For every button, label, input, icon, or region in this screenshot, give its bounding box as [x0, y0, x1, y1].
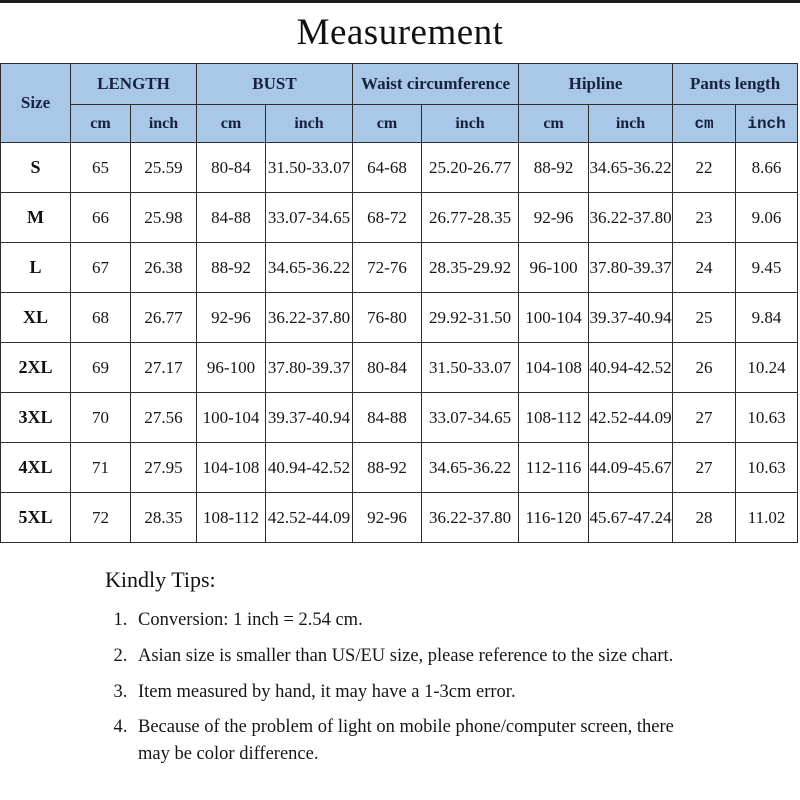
measure-cell: 64-68 [353, 143, 422, 193]
measure-cell: 65 [71, 143, 131, 193]
measure-cell: 72 [71, 493, 131, 543]
unit-hipline-cm: cm [519, 105, 589, 143]
header-unit-row [1, 105, 798, 143]
unit-bust-inch: inch [266, 105, 353, 143]
measure-cell: 27.17 [131, 343, 197, 393]
unit-length-inch: inch [131, 105, 197, 143]
measure-cell: 25 [673, 293, 736, 343]
unit-hipline-inch: inch [589, 105, 673, 143]
header-hipline: Hipline [519, 64, 673, 105]
measure-cell: 39.37-40.94 [589, 293, 673, 343]
size-cell: S [1, 143, 71, 193]
measure-cell: 34.65-36.22 [422, 443, 519, 493]
measure-cell: 92-96 [519, 193, 589, 243]
size-cell: 3XL [1, 393, 71, 443]
size-table-body [1, 143, 798, 543]
measure-cell: 66 [71, 193, 131, 243]
tip-item: 2. Asian size is smaller than US/EU size, please reference to the size chart. [132, 643, 707, 670]
measure-cell: 68 [71, 293, 131, 343]
measure-cell: 104-108 [197, 443, 266, 493]
measure-cell: 29.92-31.50 [422, 293, 519, 343]
page-title: Measurement [296, 12, 504, 53]
header-size: Size [1, 64, 71, 143]
header-waist: Waist circumference [353, 64, 519, 105]
measure-cell: 96-100 [197, 343, 266, 393]
measure-cell: 72-76 [353, 243, 422, 293]
measure-cell: 23 [673, 193, 736, 243]
measure-cell: 31.50-33.07 [422, 343, 519, 393]
measure-cell: 80-84 [197, 143, 266, 193]
measure-cell: 67 [71, 243, 131, 293]
measure-cell: 24 [673, 243, 736, 293]
unit-bust-cm: cm [197, 105, 266, 143]
tip-item: 4. Because of the problem of light on mobile phone/computer screen, there may be color difference. [132, 714, 707, 768]
measure-cell: 40.94-42.52 [266, 443, 353, 493]
measure-cell: 10.63 [736, 393, 798, 443]
measure-cell: 27 [673, 443, 736, 493]
table-row [1, 493, 798, 543]
measure-cell: 22 [673, 143, 736, 193]
table-row [1, 343, 798, 393]
measure-cell: 84-88 [353, 393, 422, 443]
measure-cell: 84-88 [197, 193, 266, 243]
measure-cell: 26 [673, 343, 736, 393]
unit-pants-inch: inch [736, 105, 798, 143]
measure-cell: 25.59 [131, 143, 197, 193]
size-cell: XL [1, 293, 71, 343]
measure-cell: 8.66 [736, 143, 798, 193]
size-cell: L [1, 243, 71, 293]
measure-cell: 42.52-44.09 [589, 393, 673, 443]
table-row [1, 393, 798, 443]
measure-cell: 28 [673, 493, 736, 543]
measure-cell: 40.94-42.52 [589, 343, 673, 393]
size-chart-table [0, 63, 798, 543]
measure-cell: 26.38 [131, 243, 197, 293]
unit-pants-cm: cm [673, 105, 736, 143]
size-cell: 5XL [1, 493, 71, 543]
measure-cell: 27 [673, 393, 736, 443]
header-pants-length: Pants length [673, 64, 798, 105]
measure-cell: 37.80-39.37 [266, 343, 353, 393]
measure-cell: 28.35-29.92 [422, 243, 519, 293]
unit-waist-cm: cm [353, 105, 422, 143]
measure-cell: 9.06 [736, 193, 798, 243]
measure-cell: 25.20-26.77 [422, 143, 519, 193]
measure-cell: 100-104 [197, 393, 266, 443]
table-row [1, 443, 798, 493]
measure-cell: 108-112 [519, 393, 589, 443]
measure-cell: 108-112 [197, 493, 266, 543]
header-length: LENGTH [71, 64, 197, 105]
measure-cell: 92-96 [197, 293, 266, 343]
measure-cell: 70 [71, 393, 131, 443]
kindly-tips-section [0, 567, 800, 768]
measure-cell: 27.95 [131, 443, 197, 493]
unit-waist-inch: inch [422, 105, 519, 143]
size-cell: 4XL [1, 443, 71, 493]
measure-cell: 100-104 [519, 293, 589, 343]
measure-cell: 88-92 [519, 143, 589, 193]
size-cell: M [1, 193, 71, 243]
measure-cell: 25.98 [131, 193, 197, 243]
table-row [1, 143, 798, 193]
measure-cell: 36.22-37.80 [266, 293, 353, 343]
measure-cell: 33.07-34.65 [422, 393, 519, 443]
header-bust: BUST [197, 64, 353, 105]
tip-item: 1. Conversion: 1 inch = 2.54 cm. [132, 607, 707, 634]
measure-cell: 10.24 [736, 343, 798, 393]
tips-list [105, 607, 707, 768]
size-cell: 2XL [1, 343, 71, 393]
measure-cell: 31.50-33.07 [266, 143, 353, 193]
measure-cell: 26.77 [131, 293, 197, 343]
table-row [1, 193, 798, 243]
measure-cell: 34.65-36.22 [266, 243, 353, 293]
measure-cell: 28.35 [131, 493, 197, 543]
measure-cell: 11.02 [736, 493, 798, 543]
measure-cell: 45.67-47.24 [589, 493, 673, 543]
tips-heading: Kindly Tips: [105, 567, 216, 592]
measure-cell: 96-100 [519, 243, 589, 293]
measure-cell: 76-80 [353, 293, 422, 343]
measure-cell: 116-120 [519, 493, 589, 543]
measure-cell: 9.84 [736, 293, 798, 343]
measure-cell: 80-84 [353, 343, 422, 393]
measure-cell: 88-92 [353, 443, 422, 493]
measure-cell: 112-116 [519, 443, 589, 493]
table-row [1, 293, 798, 343]
measure-cell: 71 [71, 443, 131, 493]
table-header [1, 64, 798, 143]
unit-length-cm: cm [71, 105, 131, 143]
measure-cell: 69 [71, 343, 131, 393]
measure-cell: 27.56 [131, 393, 197, 443]
measure-cell: 36.22-37.80 [422, 493, 519, 543]
measure-cell: 37.80-39.37 [589, 243, 673, 293]
measure-cell: 104-108 [519, 343, 589, 393]
header-group-row [1, 64, 798, 105]
measure-cell: 10.63 [736, 443, 798, 493]
measure-cell: 34.65-36.22 [589, 143, 673, 193]
measure-cell: 44.09-45.67 [589, 443, 673, 493]
measure-cell: 33.07-34.65 [266, 193, 353, 243]
tip-item: 3. Item measured by hand, it may have a 1-3cm error. [132, 679, 707, 706]
measure-cell: 9.45 [736, 243, 798, 293]
measure-cell: 39.37-40.94 [266, 393, 353, 443]
measure-cell: 88-92 [197, 243, 266, 293]
table-row [1, 243, 798, 293]
measure-cell: 42.52-44.09 [266, 493, 353, 543]
measure-cell: 92-96 [353, 493, 422, 543]
measure-cell: 36.22-37.80 [589, 193, 673, 243]
measure-cell: 26.77-28.35 [422, 193, 519, 243]
measure-cell: 68-72 [353, 193, 422, 243]
